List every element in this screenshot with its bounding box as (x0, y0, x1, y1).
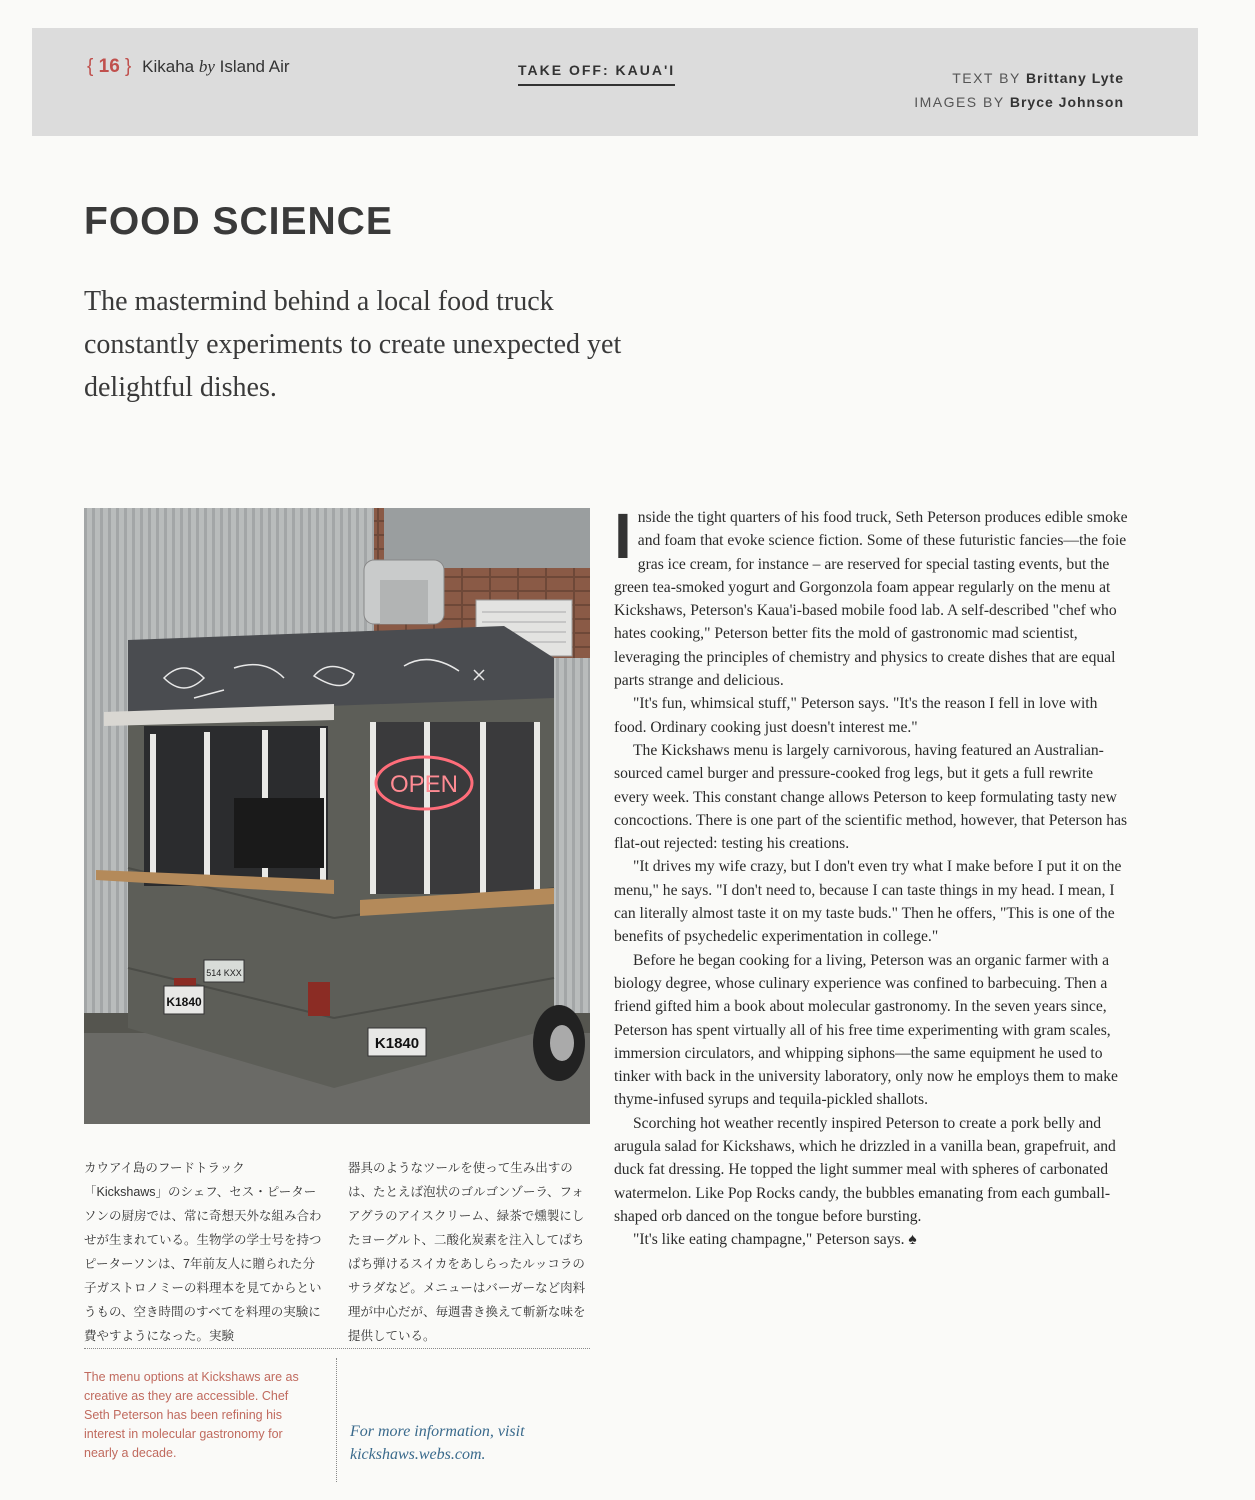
food-truck-photo (84, 508, 590, 1124)
page-number: { 16 } (87, 56, 132, 77)
caption-divider (84, 1348, 590, 1349)
drop-cap: I (614, 500, 632, 572)
caption-vertical-divider (336, 1358, 337, 1482)
magazine-publisher: Island Air (219, 57, 290, 76)
body-paragraph-4: "It drives my wife crazy, but I don't even try what I make before I put it on the menu," he says. "I don't need to, because I can taste things in my head. I mean, I can literally almost taste it on my taste buds." Then he offers, "This is one of the benefits of psychedelic experimentation in college." (614, 858, 1122, 946)
body-paragraph-3: The Kickshaws menu is largely carnivorous, having featured an Australian-sourced camel burger and pressure-cooked frog legs, but it gets a full rewrite every week. This constant change allows Peterson to keep formulating tasty new concoctions. There is one part of the scientific method, however, that Peterson has flat-out rejected: testing his creations. (614, 741, 1128, 853)
more-info-label: For more information, visit (350, 1423, 525, 1440)
body-paragraph-1: Inside the tight quarters of his food truck, Seth Peterson produces edible smoke and foam that evoke science fiction. Some of these futuristic fancies—the foie gras ice cream, for instance – are reserved for special tasting events, but the green tea-smoked yogurt and Gorgonzola foam appear regularly on the menu at Kickshaws, Peterson's Kaua'i-based mobile food lab. A self-described "chef who hates cooking," Peterson better fits the mold of gastronomic mad scientist, leveraging the principles of chemistry and physics to create dishes that are equal parts strange and delicious. (614, 500, 1128, 690)
plate-top: 514 KXX (206, 968, 242, 978)
japanese-summary-col2: 器具のようなツールを使って生み出すのは、たとえば泡状のゴルゴンゾーラ、フォアグラのアイスクリーム、緑茶で燻製にしたヨーグルト、二酸化炭素を注入してぱちぱち弾けるスイカをあしらったルッコラのサラダなど。メニューはバーガーなど肉料理が中心だが、毎週書き換えて斬新な味を提供している。 (348, 1161, 586, 1343)
plate-bottom: K1840 (374, 1035, 420, 1052)
text-by-label: TEXT BY (952, 70, 1021, 86)
section-label: TAKE OFF: KAUA'I (518, 62, 675, 86)
more-info (350, 1420, 580, 1466)
body-paragraph-6: Scorching hot weather recently inspired Peterson to create a pork belly and arugula salad for Kickshaws, which he drizzled in a vanilla bean, grapefruit, and duck fat dressing. He topped the light summer meal with spheres of carbonated watermelon. Like Pop Rocks candy, the bubbles emanating from each gumball-shaped orb danced on the tongue before bursting. (614, 1114, 1116, 1225)
images-by-name: Bryce Johnson (1009, 94, 1124, 110)
magazine-name: Kikaha (142, 57, 195, 76)
body-paragraph-2: "It's fun, whimsical stuff," Peterson says. "It's the reason I fell in love with food. Ordinary cooking just doesn't interest me." (614, 695, 1098, 736)
page-header (32, 28, 1198, 136)
header-left (87, 56, 290, 78)
open-sign: OPEN (389, 771, 459, 798)
more-info-url[interactable]: kickshaws.webs.com. (350, 1446, 486, 1463)
text-by-name: Brittany Lyte (1025, 70, 1124, 86)
article-title: FOOD SCIENCE (84, 200, 393, 243)
japanese-summary-col1: カウアイ島のフードトラック「Kickshaws」のシェフ、セス・ピーターソンの厨房では、常に奇想天外な組み合わせが生まれている。生物学の学士号を持つピーターソンは、7年前友人に贈られた分子ガストロノミーの料理本を見てからというもの、空き時間のすべてを料理の実験に費やすようになった。実験 (84, 1161, 322, 1343)
article-deck: The mastermind behind a local food truck constantly experiments to create unexpected yet delightful dishes. (84, 286, 622, 403)
magazine-by: by (198, 57, 215, 76)
photo-caption: The menu options at Kickshaws are as creative as they are accessible. Chef Seth Peterson has been refining his interest in molecular gastronomy for nearly a decade. (84, 1370, 299, 1460)
images-by-label: IMAGES BY (914, 94, 1005, 110)
plate-left: K1840 (166, 995, 202, 1009)
body-paragraph-7: "It's like eating champagne," Peterson says. ♠ (633, 1231, 917, 1249)
end-mark-icon: ♠ (908, 1231, 917, 1249)
credits (914, 66, 1124, 114)
body-paragraph-5: Before he began cooking for a living, Peterson was an organic farmer with a biology degree, whose culinary experience was confined to barbecuing. Then a friend gifted him a book about molecular gastronomy. In the seven years since, Peterson has spent virtually all of his free time experimenting with gram scales, immersion circulators, and whipping siphons—the same equipment he used to tinker with back in the university laboratory, only now he employs them to make thyme-infused syrups and tequila-pickled shallots. (614, 951, 1118, 1109)
article-body (614, 500, 1128, 1252)
